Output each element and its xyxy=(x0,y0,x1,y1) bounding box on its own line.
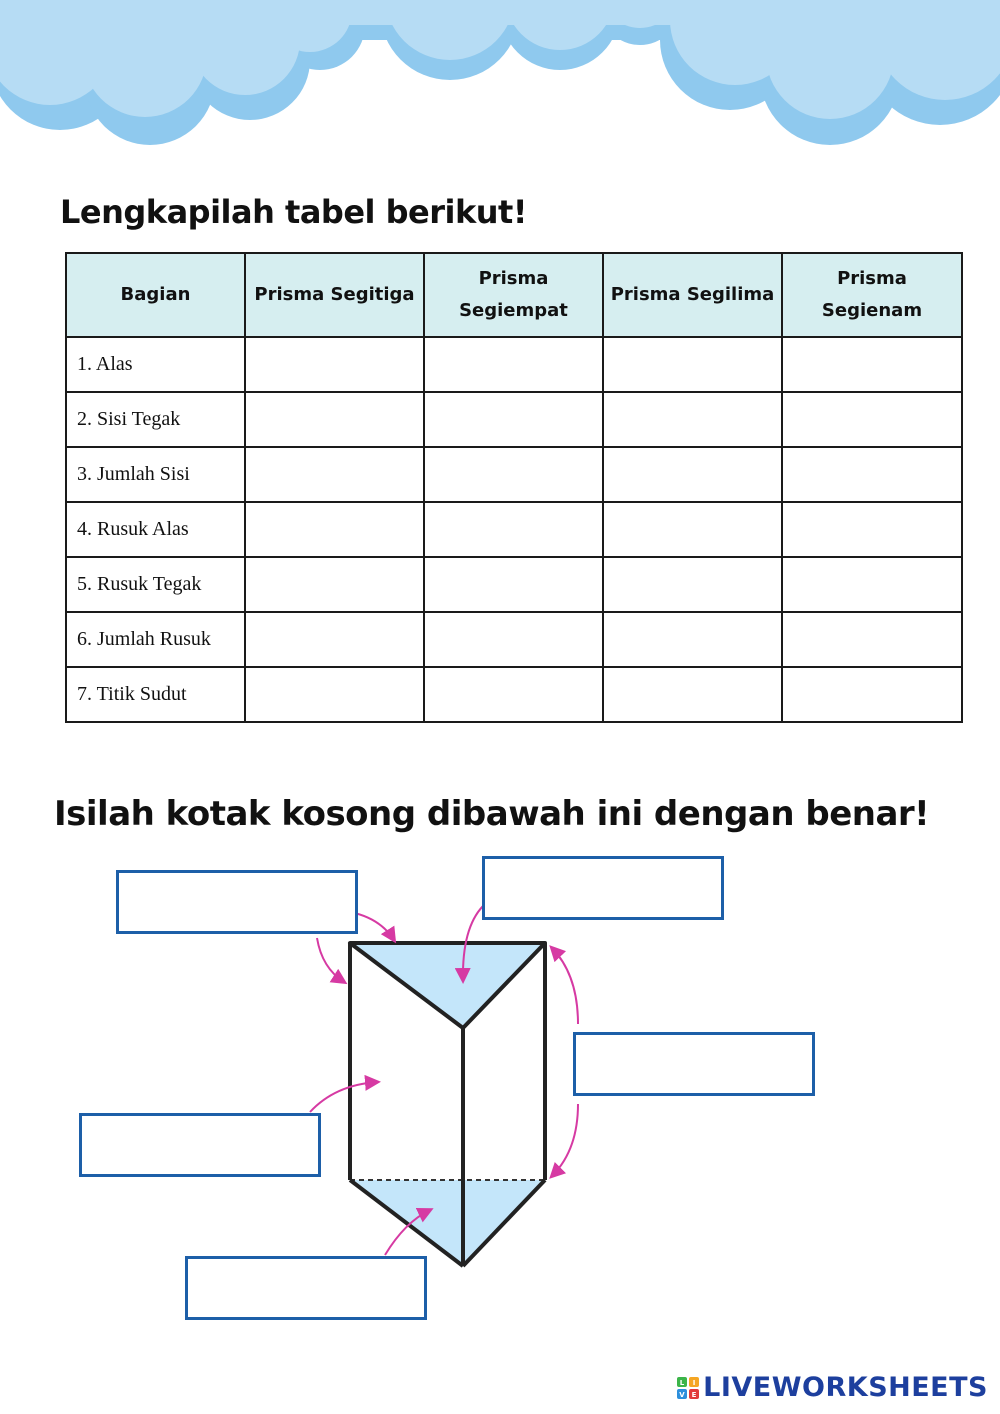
answer-cell[interactable] xyxy=(245,667,424,722)
logo-letter-e: E xyxy=(691,1390,697,1399)
liveworksheets-logo xyxy=(677,1372,988,1403)
table-instruction: Lengkapilah tabel berikut! xyxy=(60,193,527,231)
answer-cell[interactable] xyxy=(424,612,603,667)
answer-box-right[interactable] xyxy=(573,1032,815,1096)
answer-cell[interactable] xyxy=(782,337,962,392)
logo-letter-v: V xyxy=(679,1390,685,1399)
answer-cell[interactable] xyxy=(603,667,782,722)
answer-box-top-left[interactable] xyxy=(116,870,358,934)
row-label: 4. Rusuk Alas xyxy=(66,502,245,557)
row-label: 6. Jumlah Rusuk xyxy=(66,612,245,667)
logo-letter-i: I xyxy=(692,1378,696,1387)
row-label: 3. Jumlah Sisi xyxy=(66,447,245,502)
answer-cell[interactable] xyxy=(245,502,424,557)
answer-cell[interactable] xyxy=(424,502,603,557)
header-prisma-segitiga: Prisma Segitiga xyxy=(245,253,424,337)
diagram-instruction: Isilah kotak kosong dibawah ini dengan benar! xyxy=(54,794,930,834)
table-row xyxy=(66,447,962,502)
header-prisma-segienam: Prisma Segienam xyxy=(782,253,962,337)
answer-box-top-right[interactable] xyxy=(482,856,724,920)
answer-cell[interactable] xyxy=(782,392,962,447)
arrow-to-lower-right-vertex xyxy=(552,1104,578,1176)
answer-box-bottom[interactable] xyxy=(185,1256,427,1320)
table-row xyxy=(66,612,962,667)
answer-cell[interactable] xyxy=(782,667,962,722)
prism-parts-table xyxy=(65,252,963,723)
answer-cell[interactable] xyxy=(782,612,962,667)
answer-cell[interactable] xyxy=(782,447,962,502)
row-label: 1. Alas xyxy=(66,337,245,392)
arrow-to-lateral-face xyxy=(310,1082,377,1112)
answer-cell[interactable] xyxy=(603,447,782,502)
table-row xyxy=(66,667,962,722)
table-row xyxy=(66,557,962,612)
arrow-to-left-vertex xyxy=(317,938,344,982)
answer-cell[interactable] xyxy=(424,392,603,447)
answer-cell[interactable] xyxy=(782,557,962,612)
liveworksheets-brand: LIVEWORKSHEETS xyxy=(703,1372,988,1403)
table-row xyxy=(66,392,962,447)
table-row xyxy=(66,502,962,557)
answer-cell[interactable] xyxy=(424,557,603,612)
answer-cell[interactable] xyxy=(603,612,782,667)
logo-letter-l: L xyxy=(679,1378,685,1387)
answer-cell[interactable] xyxy=(782,502,962,557)
answer-cell[interactable] xyxy=(245,447,424,502)
answer-cell[interactable] xyxy=(603,337,782,392)
answer-cell[interactable] xyxy=(424,447,603,502)
answer-box-left[interactable] xyxy=(79,1113,321,1177)
header-prisma-segiempat: Prisma Segiempat xyxy=(424,253,603,337)
liveworksheets-logo-icon xyxy=(677,1377,699,1399)
answer-cell[interactable] xyxy=(603,392,782,447)
answer-cell[interactable] xyxy=(245,337,424,392)
answer-cell[interactable] xyxy=(245,392,424,447)
answer-cell[interactable] xyxy=(424,667,603,722)
table-row xyxy=(66,337,962,392)
table-header-row xyxy=(66,253,962,337)
header-bagian: Bagian xyxy=(66,253,245,337)
prism-top-face xyxy=(350,943,545,1028)
cloud-banner xyxy=(0,0,1000,160)
row-label: 7. Titik Sudut xyxy=(66,667,245,722)
row-label: 5. Rusuk Tegak xyxy=(66,557,245,612)
answer-cell[interactable] xyxy=(245,557,424,612)
arrow-to-upper-right-vertex xyxy=(552,948,578,1024)
header-prisma-segilima: Prisma Segilima xyxy=(603,253,782,337)
answer-cell[interactable] xyxy=(603,502,782,557)
answer-cell[interactable] xyxy=(245,612,424,667)
answer-cell[interactable] xyxy=(424,337,603,392)
answer-cell[interactable] xyxy=(603,557,782,612)
row-label: 2. Sisi Tegak xyxy=(66,392,245,447)
